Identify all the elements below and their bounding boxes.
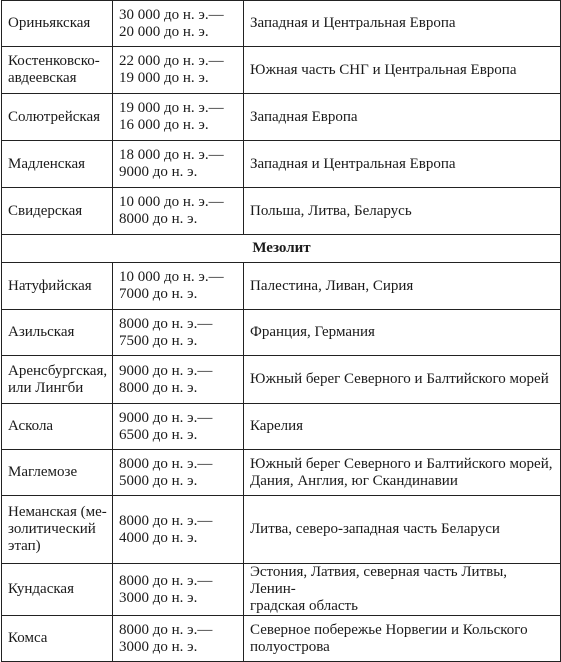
section-row (2, 235, 561, 263)
period-cell: 8000 до н. э.— 3000 до н. э. (113, 616, 244, 662)
region-cell: Франция, Германия (244, 310, 561, 356)
region-cell: Эстония, Латвия, северная часть Литвы, Ленин- градская область (244, 564, 561, 616)
culture-cell: Маглемозе (2, 450, 113, 496)
region-cell: Северное побережье Норвегии и Кольского полуострова (244, 616, 561, 662)
period-cell: 9000 до н. э.— 8000 до н. э. (113, 356, 244, 404)
cultures-table (1, 0, 561, 662)
period-cell: 19 000 до н. э.— 16 000 до н. э. (113, 94, 244, 141)
region-cell: Польша, Литва, Беларусь (244, 188, 561, 235)
culture-cell: Аскола (2, 404, 113, 450)
region-cell: Литва, северо-западная часть Беларуси (244, 496, 561, 564)
table-row (2, 1, 561, 47)
table-row (2, 188, 561, 235)
period-cell: 10 000 до н. э.— 7000 до н. э. (113, 263, 244, 310)
table-row (2, 310, 561, 356)
period-cell: 9000 до н. э.— 6500 до н. э. (113, 404, 244, 450)
period-cell: 10 000 до н. э.— 8000 до н. э. (113, 188, 244, 235)
region-cell: Карелия (244, 404, 561, 450)
table-row (2, 496, 561, 564)
table-row (2, 356, 561, 404)
culture-cell: Аренсбургская, или Лингби (2, 356, 113, 404)
region-cell: Западная и Центральная Европа (244, 141, 561, 188)
table-row (2, 94, 561, 141)
region-cell: Южный берег Северного и Балтийского морей (244, 356, 561, 404)
culture-cell: Кундаская (2, 564, 113, 616)
culture-cell: Ориньякская (2, 1, 113, 47)
region-cell: Южная часть СНГ и Центральная Европа (244, 47, 561, 94)
culture-cell: Азильская (2, 310, 113, 356)
culture-cell: Натуфийская (2, 263, 113, 310)
period-cell: 22 000 до н. э.— 19 000 до н. э. (113, 47, 244, 94)
period-cell: 30 000 до н. э.— 20 000 до н. э. (113, 1, 244, 47)
region-cell: Южный берег Северного и Балтийского морей, Дания, Англия, юг Скандинавии (244, 450, 561, 496)
culture-cell: Мадленская (2, 141, 113, 188)
table-row (2, 450, 561, 496)
culture-cell: Комса (2, 616, 113, 662)
culture-cell: Костенковско- авдеевская (2, 47, 113, 94)
period-cell: 8000 до н. э.— 7500 до н. э. (113, 310, 244, 356)
period-cell: 18 000 до н. э.— 9000 до н. э. (113, 141, 244, 188)
region-cell: Палестина, Ливан, Сирия (244, 263, 561, 310)
table-row (2, 47, 561, 94)
table-row (2, 404, 561, 450)
table-row (2, 564, 561, 616)
region-cell: Западная и Центральная Европа (244, 1, 561, 47)
period-cell: 8000 до н. э.— 5000 до н. э. (113, 450, 244, 496)
period-cell: 8000 до н. э.— 3000 до н. э. (113, 564, 244, 616)
period-cell: 8000 до н. э.— 4000 до н. э. (113, 496, 244, 564)
culture-cell: Солютрейская (2, 94, 113, 141)
region-cell: Западная Европа (244, 94, 561, 141)
culture-cell: Неманская (ме- золитический этап) (2, 496, 113, 564)
culture-cell: Свидерская (2, 188, 113, 235)
table-row (2, 263, 561, 310)
section-title: Мезолит (2, 235, 561, 263)
table-row (2, 141, 561, 188)
